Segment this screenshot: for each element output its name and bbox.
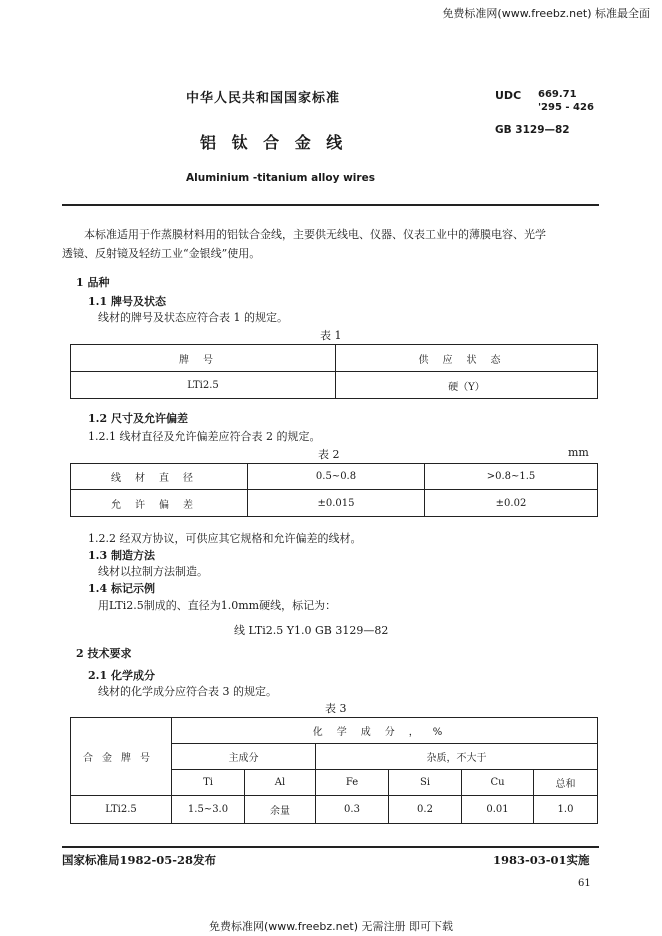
table3-cell-si: 0.2	[389, 796, 462, 824]
table3-head-composition: 化学成分，%	[172, 718, 598, 744]
standard-category: 中华人民共和国国家标准	[186, 91, 341, 106]
section-1-4-text: 用LTi2.5制成的、直径为1.0mm硬线，标记为：	[98, 599, 337, 612]
table3-element-si: Si	[389, 770, 462, 796]
table3-element-al: Al	[245, 770, 316, 796]
table1-head-supply: 供应状态	[336, 345, 598, 372]
section-1-4-heading: 1.4 标记示例	[88, 582, 155, 595]
table2-range-1: 0.5~0.8	[248, 464, 425, 490]
table1-cell-grade: LTi2.5	[71, 372, 336, 399]
table2-head-diameter: 线材直径	[71, 464, 248, 490]
table3-head-grade: 合金牌号	[71, 718, 172, 796]
table-2	[70, 463, 598, 517]
section-1-2-2-text: 1.2.2 经双方协议，可供应其它规格和允许偏差的线材。	[88, 532, 362, 545]
gb-number: GB 3129—82	[495, 124, 570, 136]
footer-rule	[62, 846, 599, 848]
table1-caption: 表 1	[320, 329, 342, 342]
table3-element-fe: Fe	[316, 770, 389, 796]
table2-tolerance-2: ±0.02	[425, 490, 598, 517]
table3-cell-fe: 0.3	[316, 796, 389, 824]
table3-cell-cu: 0.01	[462, 796, 534, 824]
table2-unit: mm	[568, 446, 589, 459]
udc-line1: 669.71	[538, 89, 577, 100]
section-2-heading: 2 技术要求	[76, 647, 132, 660]
table3-element-ti: Ti	[172, 770, 245, 796]
table2-caption: 表 2	[318, 448, 340, 461]
section-1-3-text: 线材以拉制方法制造。	[98, 565, 208, 578]
table3-cell-total: 1.0	[534, 796, 598, 824]
table2-range-2: >0.8~1.5	[425, 464, 598, 490]
section-1-2-1-text: 1.2.1 线材直径及允许偏差应符合表 2 的规定。	[88, 430, 321, 443]
udc-line2: '295 - 426	[538, 102, 594, 113]
table-1	[70, 344, 598, 399]
intro-line1: 本标准适用于作蒸膜材料用的铝钛合金线，主要供无线电、仪器、仪表工业中的薄膜电容、光学	[84, 228, 546, 241]
table3-element-cu: Cu	[462, 770, 534, 796]
table1-head-grade: 牌号	[71, 345, 336, 372]
udc-label: UDC	[495, 89, 522, 102]
issued-date: 国家标准局1982-05-28发布	[62, 853, 217, 867]
table1-cell-supply: 硬（Y）	[336, 372, 598, 399]
bottom-banner: 免费标准网(www.freebz.net) 无需注册 即可下载	[208, 920, 454, 933]
title-en: Aluminium -titanium alloy wires	[186, 172, 375, 184]
table2-tolerance-1: ±0.015	[248, 490, 425, 517]
section-1-2-heading: 1.2 尺寸及允许偏差	[88, 412, 188, 425]
table3-head-impurity: 杂质，不大于	[316, 744, 598, 770]
section-1-1-heading: 1.1 牌号及状态	[88, 295, 166, 308]
table3-cell-ti: 1.5~3.0	[172, 796, 245, 824]
title-cn: 铝 钛 合 金 线	[200, 133, 348, 152]
table3-cell-al: 余量	[245, 796, 316, 824]
effective-date: 1983-03-01实施	[493, 853, 590, 867]
table3-head-main: 主成分	[172, 744, 316, 770]
table-3	[70, 717, 598, 824]
table3-element-total: 总和	[534, 770, 598, 796]
section-1-3-heading: 1.3 制造方法	[88, 549, 155, 562]
section-2-1-heading: 2.1 化学成分	[88, 669, 155, 682]
top-banner: 免费标准网(www.freebz.net) 标准最全面	[442, 7, 650, 20]
section-1-1-text: 线材的牌号及状态应符合表 1 的规定。	[98, 311, 288, 324]
table2-head-tolerance: 允许偏差	[71, 490, 248, 517]
table3-caption: 表 3	[325, 702, 347, 715]
header-rule	[62, 204, 599, 206]
table3-cell-grade: LTi2.5	[71, 796, 172, 824]
section-1-heading: 1 品种	[76, 276, 110, 289]
section-2-1-text: 线材的化学成分应符合表 3 的规定。	[98, 685, 277, 698]
section-1-4-example: 线 LTi2.5 Y1.0 GB 3129—82	[234, 624, 389, 637]
intro-line2: 透镜、反射镜及轻纺工业“金银线”使用。	[62, 247, 261, 260]
page-number: 61	[578, 878, 591, 889]
